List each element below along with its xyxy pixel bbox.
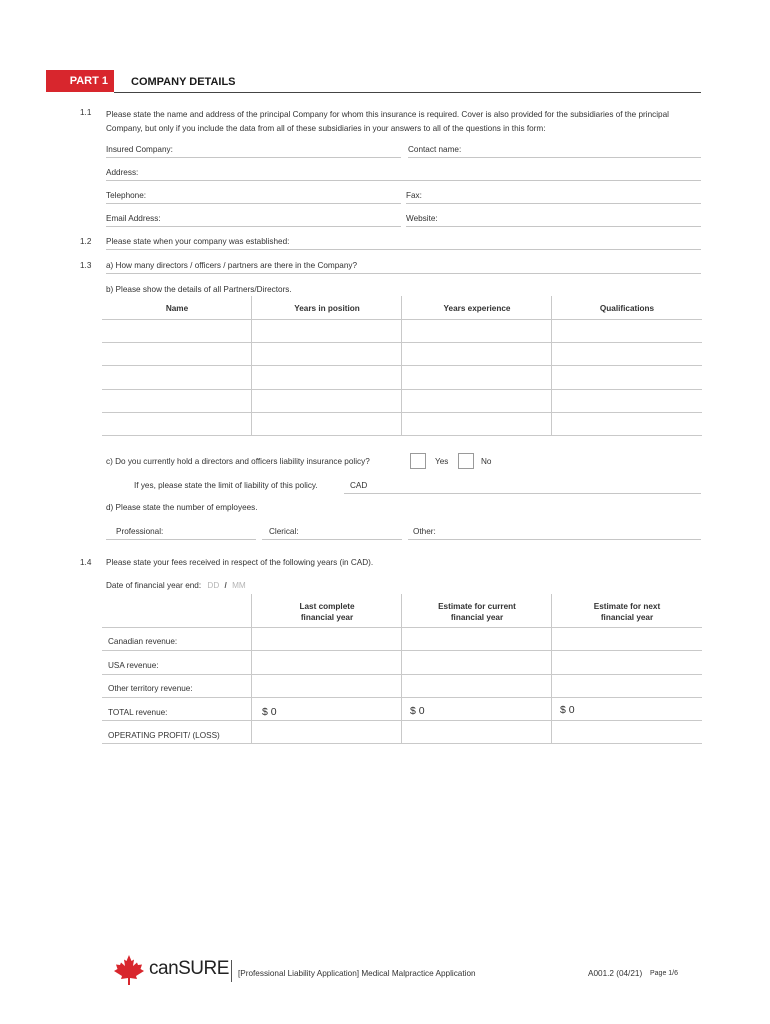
yes-label: Yes: [435, 457, 449, 466]
table-row[interactable]: [102, 342, 702, 343]
table-row[interactable]: [102, 650, 702, 651]
cansure-logo: [112, 952, 232, 986]
table-row: [102, 627, 702, 628]
question-number-1-4: 1.4: [80, 558, 92, 567]
no-checkbox[interactable]: [458, 453, 474, 469]
email-label: Email Address:: [106, 214, 161, 223]
contact-name-field[interactable]: [408, 157, 701, 158]
table-divider: [401, 594, 402, 744]
footer-page-number: Page 1/6: [650, 970, 679, 977]
col-header-estimate-next: Estimate for next financial year: [593, 602, 661, 622]
table-divider: [551, 594, 552, 744]
directors-count-field[interactable]: [106, 273, 701, 274]
table-header-name: Name: [165, 304, 189, 313]
footer-document-title: [Professional Liability Application] Medical Malpractice Application: [238, 969, 476, 978]
financial-year-end-label[interactable]: [106, 581, 246, 590]
email-field[interactable]: [106, 226, 401, 227]
table-divider: [251, 594, 252, 744]
question-1-3a-text: a) How many directors / officers / partners are there in the Company?: [106, 261, 358, 270]
question-1-3c-text: c) Do you currently hold a directors and officers liability insurance policy?: [106, 457, 370, 466]
total-next-year: $ 0: [560, 704, 575, 716]
table-header-qualifications: Qualifications: [599, 304, 655, 313]
telephone-field[interactable]: [106, 203, 401, 204]
day-placeholder[interactable]: DD: [207, 581, 220, 590]
date-label: Date of financial year end:: [106, 581, 202, 590]
professional-field[interactable]: [106, 539, 256, 540]
table-row[interactable]: [102, 720, 702, 721]
table-row[interactable]: [102, 697, 702, 698]
total-last-year: $ 0: [262, 706, 277, 718]
limit-field[interactable]: [344, 493, 701, 494]
total-current-year: $ 0: [410, 705, 425, 717]
other-field[interactable]: [408, 539, 701, 540]
row-label-total: TOTAL revenue:: [108, 708, 168, 717]
question-1-2-text: Please state when your company was established:: [106, 237, 290, 246]
table-divider: [251, 296, 252, 436]
table-row[interactable]: [102, 743, 702, 744]
question-1-4-text: Please state your fees received in respect of the following years (in CAD).: [106, 558, 374, 567]
website-label: Website:: [406, 214, 438, 223]
clerical-label: Clerical:: [269, 527, 299, 536]
logo-wordmark: canSURE: [149, 958, 229, 979]
col-header-last-complete: Last complete financial year: [299, 602, 355, 622]
yes-checkbox[interactable]: [410, 453, 426, 469]
contact-name-label: Contact name:: [408, 145, 462, 154]
header-rule: [114, 92, 701, 93]
question-number-1-1: 1.1: [80, 108, 92, 117]
row-label-operating-profit: OPERATING PROFIT/ (LOSS): [108, 731, 220, 740]
other-label: Other:: [413, 527, 436, 536]
established-field[interactable]: [106, 249, 701, 250]
row-label-usa: USA revenue:: [108, 661, 159, 670]
footer-form-code: A001.2 (04/21): [588, 969, 643, 978]
table-row[interactable]: [102, 365, 702, 366]
date-separator: /: [224, 581, 227, 590]
table-row[interactable]: [102, 389, 702, 390]
currency-label: CAD: [350, 481, 368, 490]
fax-label: Fax:: [406, 191, 422, 200]
fax-field[interactable]: [406, 203, 701, 204]
table-header-years-position: Years in position: [294, 304, 360, 313]
address-label: Address:: [106, 168, 139, 177]
footer-divider: [231, 960, 232, 982]
table-row[interactable]: [102, 319, 702, 320]
address-field[interactable]: [106, 180, 701, 181]
question-1-3b-text: b) Please show the details of all Partners/Directors.: [106, 285, 292, 294]
question-1-3d-text: d) Please state the number of employees.: [106, 503, 258, 512]
maple-leaf-icon: [112, 954, 146, 986]
question-number-1-2: 1.2: [80, 237, 92, 246]
professional-label: Professional:: [116, 527, 164, 536]
table-divider: [551, 296, 552, 436]
table-row[interactable]: [102, 674, 702, 675]
question-1-1-text: Please state the name and address of the principal Company for whom this insurance is required. Cover is also provided for the subsidiaries of the principal Company, but only if you include the data from all of these subsidiaries in your answers to all of the questions in this form:: [106, 110, 669, 133]
question-number-1-3: 1.3: [80, 261, 92, 270]
clerical-field[interactable]: [262, 539, 402, 540]
website-field[interactable]: [406, 226, 701, 227]
section-title: COMPANY DETAILS: [131, 76, 236, 88]
table-row[interactable]: [102, 435, 702, 436]
insured-company-field[interactable]: [106, 157, 401, 158]
table-row[interactable]: [102, 412, 702, 413]
insured-company-label: Insured Company:: [106, 145, 173, 154]
table-divider: [401, 296, 402, 436]
table-header-years-experience: Years experience: [443, 304, 511, 313]
row-label-canadian: Canadian revenue:: [108, 637, 178, 646]
no-label: No: [481, 457, 492, 466]
month-placeholder[interactable]: MM: [232, 581, 246, 590]
telephone-label: Telephone:: [106, 191, 147, 200]
row-label-other: Other territory revenue:: [108, 684, 193, 693]
col-header-estimate-current: Estimate for current financial year: [438, 602, 516, 622]
part-badge: PART 1: [46, 70, 114, 92]
limit-label: If yes, please state the limit of liability of this policy.: [134, 481, 318, 490]
